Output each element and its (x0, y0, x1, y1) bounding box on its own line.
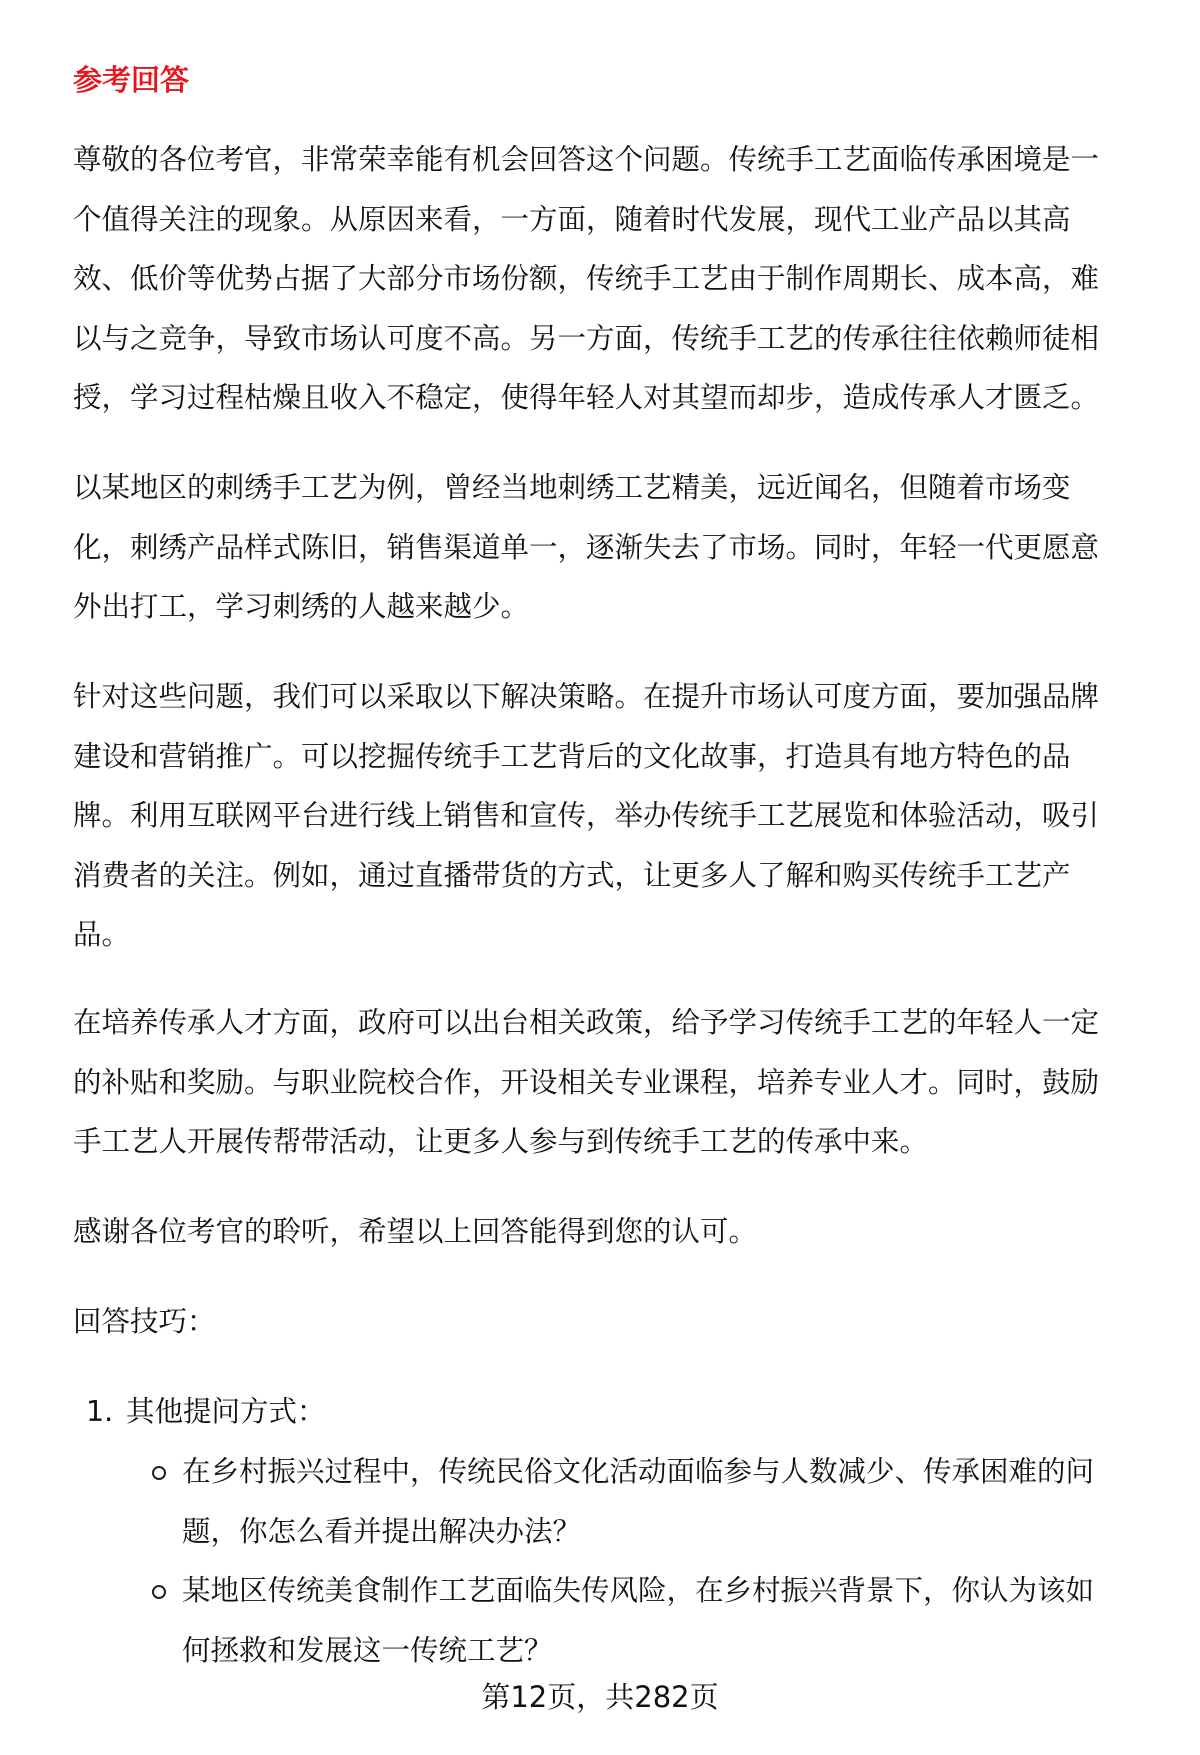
text-line: 品。 (73, 918, 131, 951)
text-line: 回答技巧： (73, 1305, 216, 1338)
text-line: 效、低价等优势占据了大部分市场份额，传统手工艺由于制作周期长、成本高，难 (73, 262, 1100, 295)
text-line: 消费者的关注。例如，通过直播带货的方式，让更多人了解和购买传统手工艺产 (73, 858, 1071, 892)
text-line: 在培养传承人才方面，政府可以出台相关政策，给予学习传统手工艺的年轻人一定 (73, 1006, 1100, 1039)
text-line: 何拯救和发展这一传统工艺？ (182, 1633, 553, 1667)
text-line: 感谢各位考官的聆听，希望以上回答能得到您的认可。 (73, 1215, 758, 1248)
text-line: 题，你怎么看并提出解决办法？ (182, 1514, 582, 1548)
text-line: 外出打工，学习刺绣的人越来越少。 (73, 590, 530, 623)
list-item (182, 1442, 1162, 1561)
tips-label (73, 1292, 1153, 1352)
text-line: 个值得关注的现象。从原因来看，一方面，随着时代发展，现代工业产品以其高 (73, 202, 1071, 236)
text-line: 尊敬的各位考官，非常荣幸能有机会回答这个问题。传统手工艺面临传承困境是一 (73, 143, 1100, 176)
text-line: 化，刺绣产品样式陈旧，销售渠道单一，逐渐失去了市场。同时，年轻一代更愿意 (73, 530, 1100, 564)
paragraph-reasons (73, 130, 1153, 428)
text-line: 以某地区的刺绣手工艺为例，曾经当地刺绣工艺精美，远近闻名，但随着市场变 (73, 471, 1071, 504)
list-title (126, 1382, 1200, 1442)
text-line: 手工艺人开展传帮带活动，让更多人参与到传统手工艺的传承中来。 (73, 1125, 929, 1158)
text-line: 某地区传统美食制作工艺面临失传风险，在乡村振兴背景下，你认为该如 (182, 1574, 1095, 1607)
list-item (182, 1561, 1162, 1680)
circle-bullet-icon (152, 1466, 166, 1480)
text-line: 授，学习过程枯燥且收入不稳定，使得年轻人对其望而却步，造成传承人才匮乏。 (73, 381, 1100, 414)
text-line: 的补贴和奖励。与职业院校合作，开设相关专业课程，培养专业人才。同时，鼓励 (73, 1065, 1100, 1099)
text-line: 针对这些问题，我们可以采取以下解决策略。在提升市场认可度方面，要加强品牌 (73, 680, 1100, 713)
text-line: 建设和营销推广。可以挖掘传统手工艺背后的文化故事，打造具有地方特色的品 (73, 739, 1071, 773)
paragraph-closing (73, 1202, 1153, 1262)
page-number: 第12页，共282页 (481, 1680, 719, 1714)
circle-bullet-icon (152, 1585, 166, 1599)
text-line: 牌。利用互联网平台进行线上销售和宣传，举办传统手工艺展览和体验活动，吸引 (73, 799, 1100, 832)
paragraph-strategy-market (73, 667, 1153, 965)
text-line: 在乡村振兴过程中，传统民俗文化活动面临参与人数减少、传承困难的问 (182, 1455, 1095, 1488)
text-line: 其他提问方式： (126, 1395, 326, 1428)
paragraph-example (73, 458, 1153, 637)
list-number: 1. (86, 1395, 114, 1428)
section-heading: 参考回答 (73, 63, 190, 97)
text-line: 以与之竞争，导致市场认可度不高。另一方面，传统手工艺的传承往往依赖师徒相 (73, 321, 1100, 355)
paragraph-strategy-talent (73, 993, 1153, 1172)
